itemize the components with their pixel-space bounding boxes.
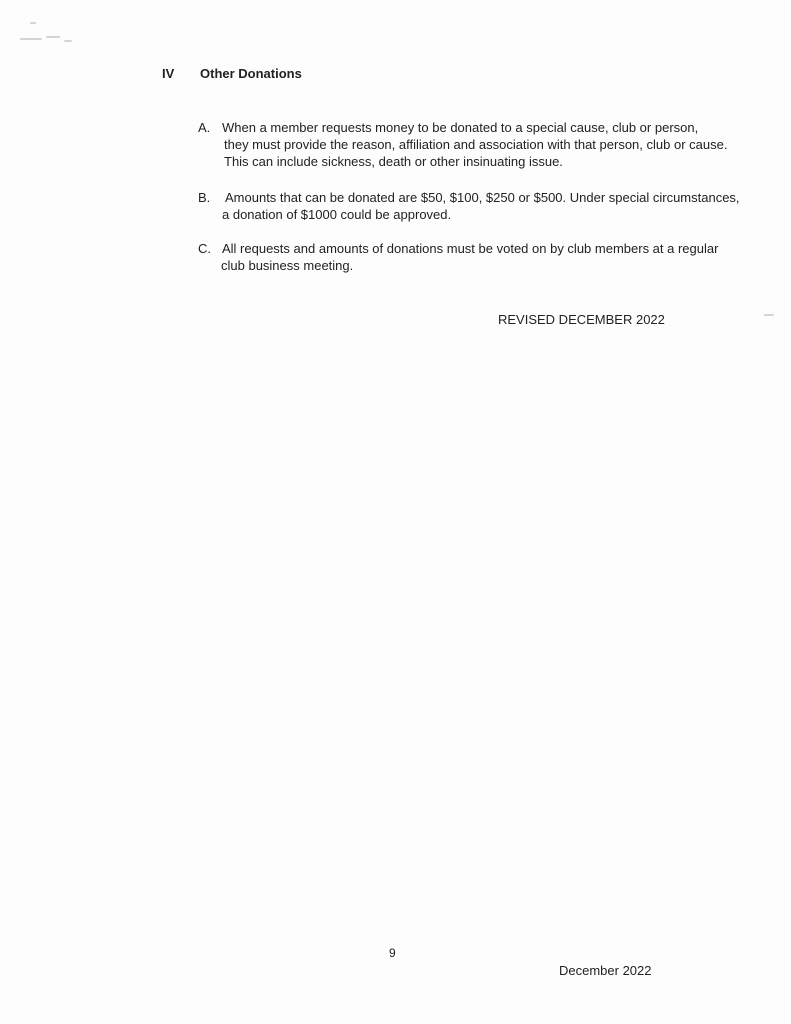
item-line: Amounts that can be donated are $50, $100, $250 or $500. Under special circumstances, xyxy=(225,190,740,205)
scan-speck xyxy=(64,40,72,42)
item-marker: A. xyxy=(198,120,211,135)
section-heading xyxy=(162,66,302,81)
revision-note: REVISED DECEMBER 2022 xyxy=(498,312,665,327)
item-line: This can include sickness, death or other insinuating issue. xyxy=(224,154,563,169)
footer-date: December 2022 xyxy=(559,963,652,978)
item-line: All requests and amounts of donations must be voted on by club members at a regular xyxy=(222,241,719,256)
item-marker: C. xyxy=(198,241,211,256)
section-title: Other Donations xyxy=(200,66,302,81)
scan-speck xyxy=(764,314,774,316)
list-item xyxy=(198,119,727,170)
section-numeral: IV xyxy=(162,66,175,81)
item-line: a donation of $1000 could be approved. xyxy=(222,207,452,222)
scan-speck xyxy=(30,22,36,24)
scan-speck xyxy=(20,38,42,40)
scan-speck xyxy=(46,36,60,38)
list-item xyxy=(198,189,740,223)
item-line: club business meeting. xyxy=(221,258,354,273)
list-item xyxy=(198,240,718,274)
item-line: they must provide the reason, affiliation and association with that person, club or cause. xyxy=(224,137,728,152)
page-number: 9 xyxy=(389,946,396,960)
item-line: When a member requests money to be donated to a special cause, club or person, xyxy=(222,120,699,135)
item-marker: B. xyxy=(198,190,211,205)
